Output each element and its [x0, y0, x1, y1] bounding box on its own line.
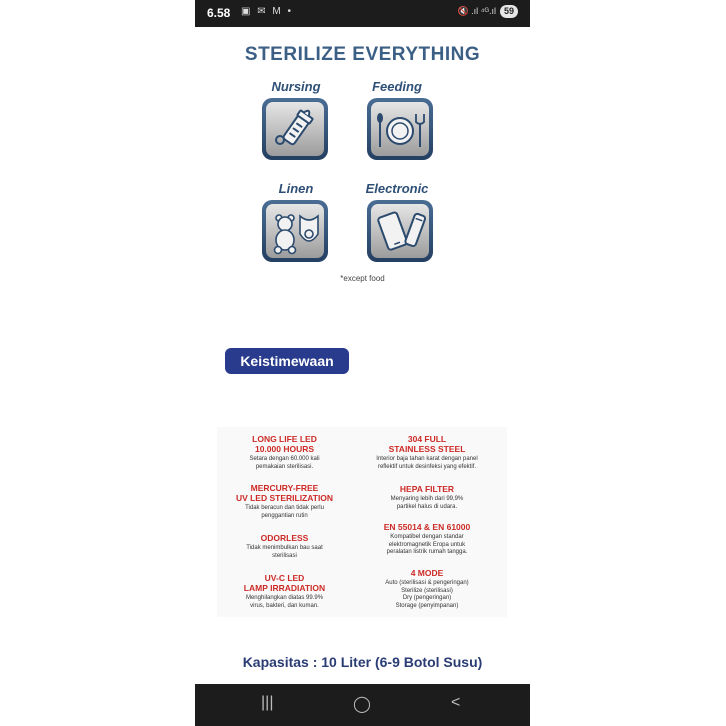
feature-desc-line: reflektif untuk desinfeksi yang efektif.	[377, 463, 477, 470]
feature-title-line: STAINLESS STEEL	[388, 444, 466, 454]
status-time: 6.58	[207, 6, 231, 20]
feature-desc-line: Tidak menimbulkan bau saat	[246, 545, 323, 551]
signal-icons: 🔇 .ıl ⁴ᴳ.ıl	[457, 6, 496, 16]
phone-screen	[195, 0, 530, 726]
feature-desc-line: Tidak beracun dan tidak perlu	[245, 505, 324, 511]
feature-title-line: EN 55014 & EN 61000	[383, 522, 471, 532]
feature-desc-line: peralatan listrik rumah tangga.	[386, 549, 468, 555]
except-food-note: *except food	[340, 274, 385, 283]
feature-long-life-led	[217, 434, 352, 471]
feature-desc-line: Setara dengan 60.000 kali	[249, 456, 320, 462]
status-right-icons	[457, 5, 518, 18]
feature-en-standards	[347, 522, 507, 557]
feature-desc-line: penggantian rutin	[261, 512, 308, 519]
capacity-text: Kapasitas : 10 Liter (6-9 Botol Susu)	[242, 654, 483, 670]
feature-title-line: MERCURY-FREE	[250, 483, 319, 493]
feature-desc-line: Menghilangkan diatas 99.9%	[245, 595, 324, 601]
feature-4-mode	[347, 568, 507, 610]
feature-desc-line: elektromagnetik Eropa untuk	[388, 541, 466, 548]
feature-title-line: 10.000 HOURS	[254, 444, 315, 454]
feature-desc-line: Menyaring lebih dari 99,9%	[390, 496, 464, 502]
category-label-linen: Linen	[278, 181, 314, 196]
feature-title-line: 304 FULL	[407, 434, 447, 444]
home-button[interactable]: ◯	[353, 696, 371, 713]
feature-desc-line: Storage (penyimpanan)	[395, 602, 459, 609]
feature-desc-line: Interior baja tahan karat dengan panel	[376, 456, 478, 462]
phone-shaver-icon	[371, 204, 429, 258]
feature-desc-line: sterilisasi	[272, 552, 297, 559]
feature-desc-line: Auto (sterilisasi & pengeringan)	[385, 580, 469, 586]
features-panel	[217, 427, 507, 617]
back-button[interactable]: <	[451, 694, 461, 711]
feature-desc-line: Kompatibel dengan standar	[390, 534, 464, 540]
category-tile-electronic	[367, 200, 433, 262]
keistimewaan-badge: Keistimewaan	[225, 348, 349, 374]
feature-desc-line: Sterilize (sterilisasi)	[401, 587, 453, 594]
feature-desc-line: virus, bakteri, dan kuman.	[250, 602, 319, 609]
teddy-bib-icon	[266, 204, 324, 258]
feature-title-line: 4 MODE	[410, 568, 444, 578]
feature-odorless	[217, 533, 352, 560]
category-label-feeding: Feeding	[372, 79, 422, 94]
category-label-nursing: Nursing	[271, 79, 321, 94]
navigation-bar	[195, 684, 530, 726]
feature-desc-line: pemakaian sterilisasi.	[255, 463, 314, 470]
feature-mercury-free	[217, 483, 352, 520]
notification-icons: ▣ ✉ M •	[241, 6, 293, 17]
baby-bottle-icon	[266, 102, 324, 156]
feature-uvc-led	[217, 573, 352, 610]
category-label-electronic: Electronic	[365, 181, 429, 196]
category-tile-nursing	[262, 98, 328, 160]
feature-title-line: ODORLESS	[260, 533, 309, 543]
feature-desc-line: Dry (pengeringan)	[402, 595, 452, 601]
battery-icon: 59	[500, 5, 518, 18]
feature-hepa-filter	[347, 484, 507, 511]
recent-apps-button[interactable]: |||	[261, 694, 274, 711]
feature-title-line: UV LED STERILIZATION	[235, 493, 334, 503]
category-tile-linen	[262, 200, 328, 262]
feature-title-line: UV-C LED	[264, 573, 305, 583]
sterilize-title: STERILIZE EVERYTHING	[244, 44, 481, 65]
status-bar	[195, 0, 530, 27]
feature-desc-line: partikel halus di udara.	[396, 503, 458, 510]
feature-title-line: HEPA FILTER	[399, 484, 455, 494]
feature-title-line: LAMP IRRADIATION	[243, 583, 326, 593]
category-tile-feeding	[367, 98, 433, 160]
feature-stainless-steel	[347, 434, 507, 471]
plate-cutlery-icon	[371, 102, 429, 156]
feature-title-line: LONG LIFE LED	[252, 434, 317, 444]
